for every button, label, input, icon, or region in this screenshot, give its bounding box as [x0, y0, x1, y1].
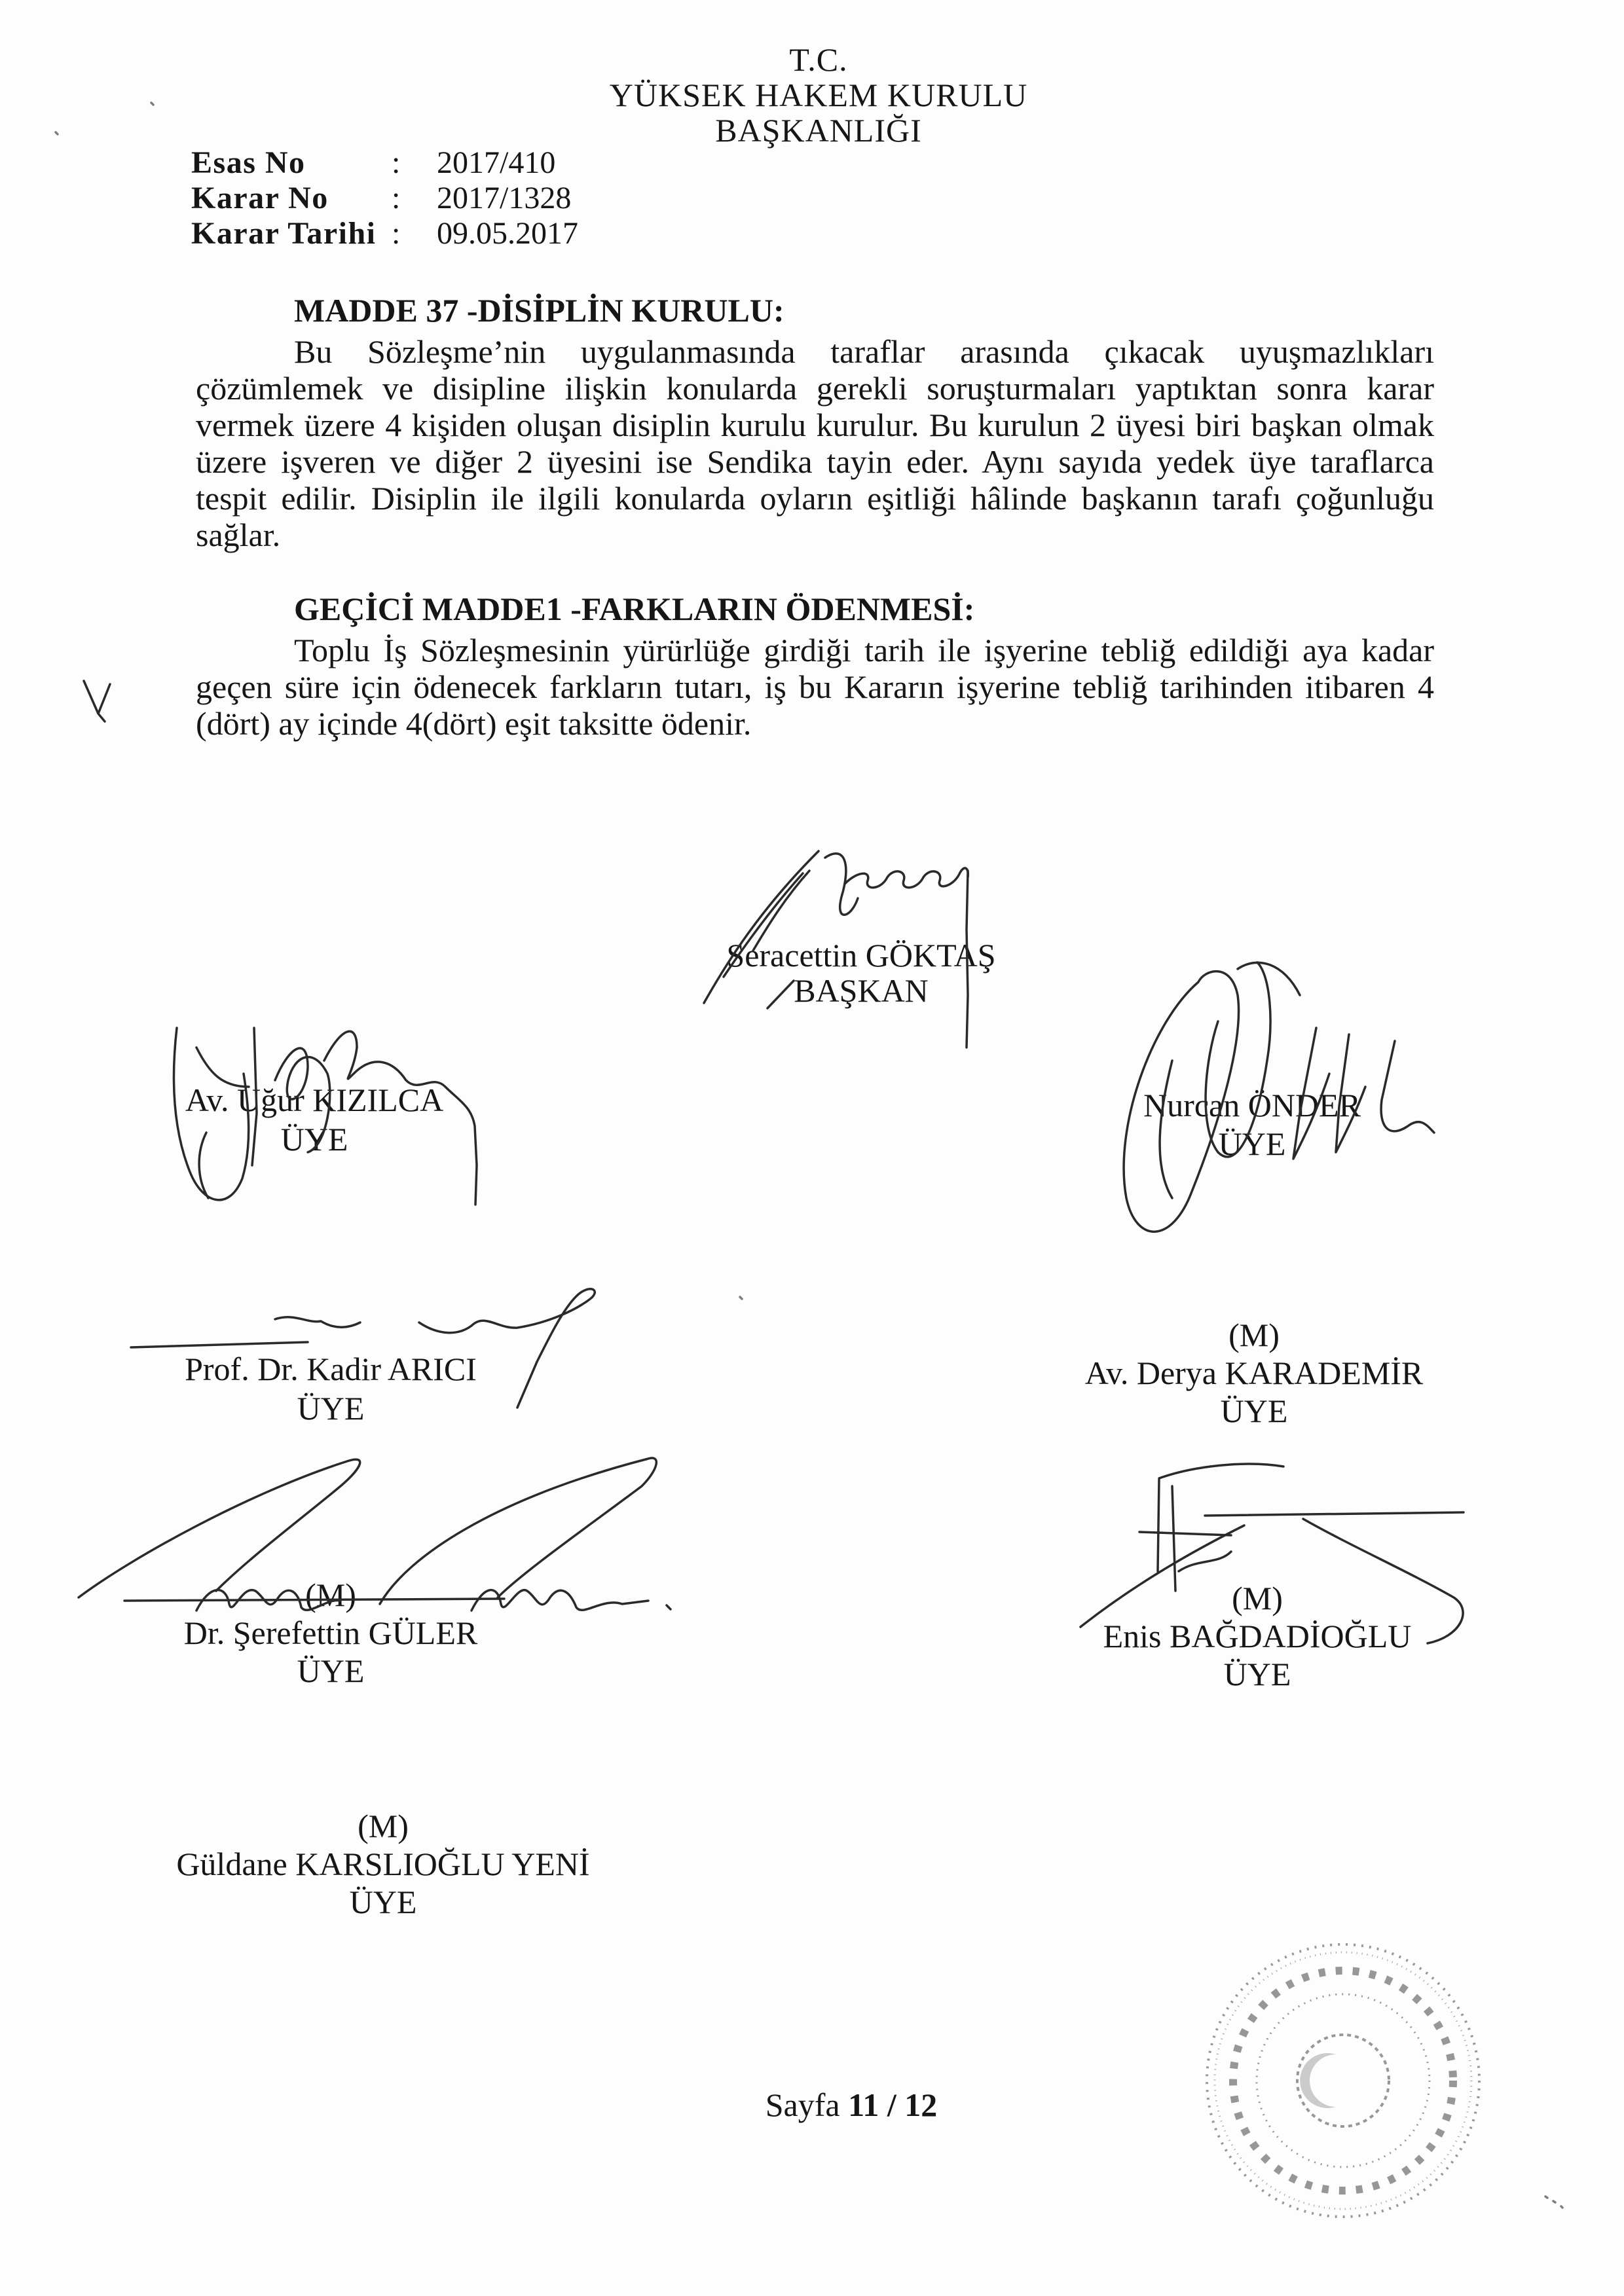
institution-header — [589, 42, 1048, 148]
signature-stroke — [1172, 1486, 1175, 1591]
signatory-role: BAŞKAN — [794, 972, 929, 1009]
signature-stroke — [1159, 1464, 1283, 1478]
scan-speck — [740, 1297, 742, 1299]
scan-speck — [151, 103, 153, 105]
signatory-member — [52, 1080, 576, 1159]
signatory-dissent-mark: (M) — [358, 1808, 409, 1844]
official-stamp — [1207, 1944, 1479, 2217]
signature-stroke — [275, 1317, 360, 1327]
article-heading: GEÇİCİ MADDE1 -FARKLARIN ÖDENMESİ: — [294, 591, 975, 627]
signatory-role: ÜYE — [297, 1390, 365, 1427]
case-number-separator: : — [392, 145, 401, 180]
page-number: 11 / 12 — [848, 2086, 938, 2123]
signature-stroke — [1205, 1512, 1464, 1516]
paragraph-line: sağlar. — [196, 517, 281, 553]
stamp-crescent — [1300, 2053, 1336, 2108]
signature-stroke — [1179, 1552, 1231, 1571]
case-info — [191, 145, 650, 251]
stamp-outer-ring — [1207, 1944, 1479, 2217]
stamp-inner-ring — [1257, 1994, 1430, 2167]
signatory-role: ÜYE — [280, 1121, 348, 1157]
paragraph-line: tespit edilir. Disiplin ile ilgili konularda oyların eşitliği hâlinde başkanın tarafı çoğunluğu — [196, 480, 1434, 517]
signatory-name: Av. Uğur KIZILCA — [185, 1082, 444, 1118]
signatory-role: ÜYE — [349, 1884, 417, 1920]
decision-number-separator: : — [392, 181, 401, 215]
stamp-lettering-ring — [1233, 1971, 1453, 2191]
header-office: BAŞKANLIĞI — [715, 112, 922, 149]
signatory-member — [990, 1086, 1514, 1163]
signature-stroke — [1139, 1532, 1231, 1535]
article-paragraph — [196, 632, 1434, 742]
decision-date-value: 09.05.2017 — [437, 216, 578, 251]
decision-date-row — [191, 216, 650, 251]
signatory-role: ÜYE — [297, 1652, 365, 1689]
header-country: T.C. — [789, 41, 848, 78]
check-stroke — [84, 681, 110, 721]
decision-number-row — [191, 181, 650, 216]
header-institution: YÜKSEK HAKEM KURULU — [609, 77, 1028, 113]
signatory-name: Enis BAĞDADİOĞLU — [1103, 1618, 1412, 1654]
signatory-role: ÜYE — [1220, 1393, 1288, 1429]
stamp-emblem-ring — [1297, 2035, 1389, 2126]
page-label: Sayfa — [765, 2086, 840, 2123]
stamp-ring — [1215, 1952, 1471, 2209]
signatory-name: Seracettin GÖKTAŞ — [726, 937, 996, 974]
case-number-value: 2017/410 — [437, 145, 556, 180]
signatory-dissent-mark: (M) — [305, 1576, 356, 1613]
decision-date-label: Karar Tarihi — [191, 216, 377, 251]
signatory-member — [69, 1349, 593, 1428]
paragraph-line: Bu Sözleşme’nin uygulanmasında taraflar arasında çıkacak uyuşmazlıkları — [294, 333, 1434, 370]
signatory-member — [69, 1576, 593, 1690]
scan-speck — [56, 132, 58, 134]
margin-check-mark — [84, 681, 110, 721]
signature-stroke — [845, 868, 968, 888]
paragraph-line: vermek üzere 4 kişiden oluşan disiplin kurulu kurulur. Bu kurulun 2 üyesi biri başkan olmak — [196, 407, 1434, 443]
decision-date-separator: : — [392, 216, 401, 251]
signature-stroke — [1158, 1480, 1159, 1571]
paragraph-line: üzere işveren ve diğer 2 üyesini ise Sendika tayin eder. Aynı sayıda yedek üye taraflarca — [196, 443, 1434, 480]
signatory-name: Av. Derya KARADEMİR — [1084, 1355, 1424, 1391]
signatory-member — [992, 1316, 1516, 1430]
signatory-name: Prof. Dr. Kadir ARICI — [185, 1351, 477, 1387]
signatory-name: Güldane KARSLIOĞLU YENİ — [176, 1846, 590, 1882]
signatory-member — [121, 1807, 645, 1921]
signature-stroke — [825, 854, 858, 915]
decision-number-label: Karar No — [191, 181, 329, 215]
signatory-dissent-mark: (M) — [1228, 1317, 1280, 1353]
case-number-label: Esas No — [191, 145, 306, 180]
signatory-name: Nurcan ÖNDER — [1143, 1087, 1361, 1123]
scan-speck — [1545, 2196, 1562, 2208]
case-number-row — [191, 145, 650, 181]
article-heading: MADDE 37 -DİSİPLİN KURULU: — [294, 292, 784, 329]
page-footer — [655, 2086, 1048, 2123]
paragraph-line: çözümlemek ve disipline ilişkin konularda gerekli soruşturmaları yaptıktan sonra karar — [196, 370, 1434, 407]
paragraph-line: Toplu İş Sözleşmesinin yürürlüğe girdiği tarih ile işyerine tebliğ edildiği aya kadar — [294, 632, 1434, 668]
signature-stroke — [667, 1605, 671, 1609]
signatory-president — [599, 938, 1123, 1008]
signatory-role: ÜYE — [1218, 1125, 1286, 1162]
signature-stroke — [131, 1342, 308, 1347]
signatory-name: Dr. Şerefettin GÜLER — [183, 1614, 478, 1651]
article-paragraph — [196, 333, 1434, 553]
paragraph-line: geçen süre için ödenecek farkların tutarı, iş bu Kararın işyerine tebliğ tarihinden itibaren 4 — [196, 668, 1434, 705]
decision-number-value: 2017/1328 — [437, 181, 572, 215]
signature-stroke — [1238, 962, 1300, 995]
signatory-dissent-mark: (M) — [1232, 1580, 1283, 1616]
paragraph-line: (dört) ay içinde 4(dört) eşit taksitte ödenir. — [196, 705, 752, 742]
signatory-member — [995, 1579, 1519, 1693]
signatory-role: ÜYE — [1223, 1656, 1291, 1692]
